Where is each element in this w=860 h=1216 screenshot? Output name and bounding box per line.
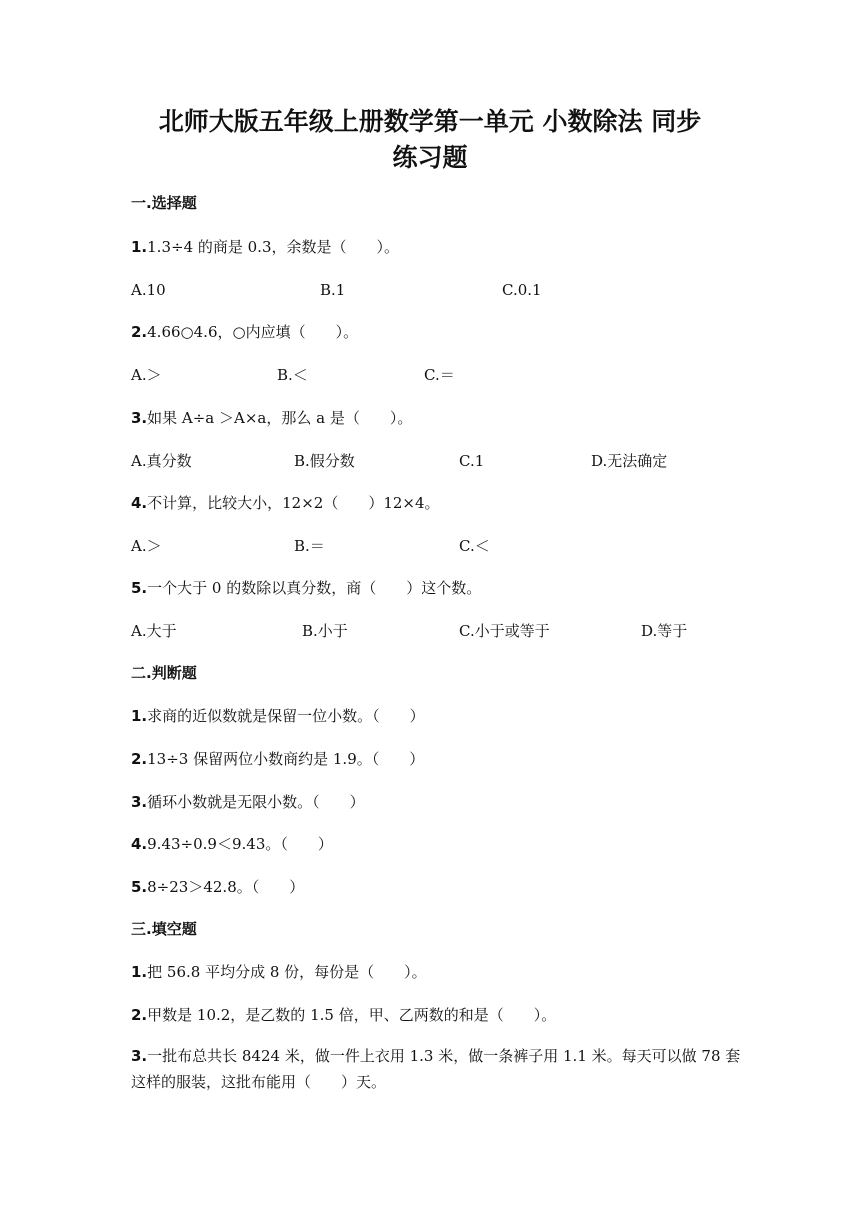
question-text: 9.43÷0.9＜9.43。（ ）: [147, 835, 333, 853]
question-number: 5.: [131, 579, 148, 597]
option-c: C.1: [459, 452, 485, 470]
section-heading-choice: 一.选择题: [131, 194, 197, 212]
question-number: 2.: [131, 750, 148, 768]
question-1-4: [131, 492, 440, 514]
question-number: 1.: [131, 707, 148, 725]
question-text: 一个大于 0 的数除以真分数，商（ ）这个数。: [147, 579, 482, 597]
option-c: C.＝: [424, 366, 455, 384]
question-1-5: [131, 577, 481, 599]
question-3-1: [131, 961, 427, 983]
option-b: B.小于: [302, 622, 348, 640]
option-a: A.＞: [131, 537, 162, 555]
question-number: 1.: [131, 238, 148, 256]
question-number: 3.: [131, 409, 148, 427]
section-heading-fill-blank: 三.填空题: [131, 920, 197, 938]
option-a: A.大于: [131, 622, 177, 640]
question-text: 甲数是 10.2，是乙数的 1.5 倍，甲、乙两数的和是（ ）。: [147, 1006, 557, 1024]
question-1-2: [131, 321, 358, 343]
question-number: 5.: [131, 878, 148, 896]
question-text: 循环小数就是无限小数。（ ）: [147, 793, 365, 811]
section-heading-judgement: 二.判断题: [131, 664, 197, 682]
option-a: A.10: [131, 281, 166, 299]
option-b: B.假分数: [294, 452, 355, 470]
option-d: D.无法确定: [591, 452, 668, 470]
question-number: 1.: [131, 963, 148, 981]
question-text: 把 56.8 平均分成 8 份，每份是（ ）。: [147, 963, 427, 981]
question-text: 不计算，比较大小，12×2（ ）12×4。: [147, 494, 440, 512]
option-c: C.＜: [459, 537, 490, 555]
option-b: B.1: [320, 281, 346, 299]
option-c: C.0.1: [502, 281, 542, 299]
question-2-3: [131, 791, 365, 813]
option-a: A.＞: [131, 366, 162, 384]
option-a: A.真分数: [131, 452, 192, 470]
option-d: D.等于: [641, 622, 688, 640]
question-text: 1.3÷4 的商是 0.3，余数是（ ）。: [147, 238, 399, 256]
option-c: C.小于或等于: [459, 622, 550, 640]
question-number: 4.: [131, 494, 148, 512]
question-2-5: [131, 876, 304, 898]
question-text: 13÷3 保留两位小数商约是 1.9。（ ）: [147, 750, 425, 768]
question-text: 一批布总共长 8424 米，做一件上衣用 1.3 米，做一条裤子用 1.1 米。每天可以做 78 套这样的服装，这批布能用（ ）天。: [131, 1047, 741, 1091]
question-text: 如果 A÷a ＞A×a，那么 a 是（ ）。: [147, 409, 413, 427]
question-number: 3.: [131, 793, 148, 811]
question-3-3: [131, 1043, 741, 1095]
question-1-1: [131, 236, 399, 258]
question-text: 求商的近似数就是保留一位小数。（ ）: [147, 707, 425, 725]
question-3-2: [131, 1004, 556, 1026]
question-2-4: [131, 833, 333, 855]
question-text: 8÷23＞42.8。（ ）: [147, 878, 305, 896]
question-2-1: [131, 705, 425, 727]
question-number: 2.: [131, 323, 148, 341]
question-1-3: [131, 407, 412, 429]
question-number: 3.: [131, 1047, 148, 1065]
option-b: B.＝: [294, 537, 325, 555]
page-title-line2: 练习题: [392, 143, 468, 172]
page-title: 北师大版五年级上册数学第一单元 小数除法 同步: [158, 107, 702, 136]
question-number: 2.: [131, 1006, 148, 1024]
question-text: 4.66○4.6，○内应填（ ）。: [147, 323, 359, 341]
question-2-2: [131, 748, 424, 770]
question-number: 4.: [131, 835, 148, 853]
option-b: B.＜: [277, 366, 308, 384]
